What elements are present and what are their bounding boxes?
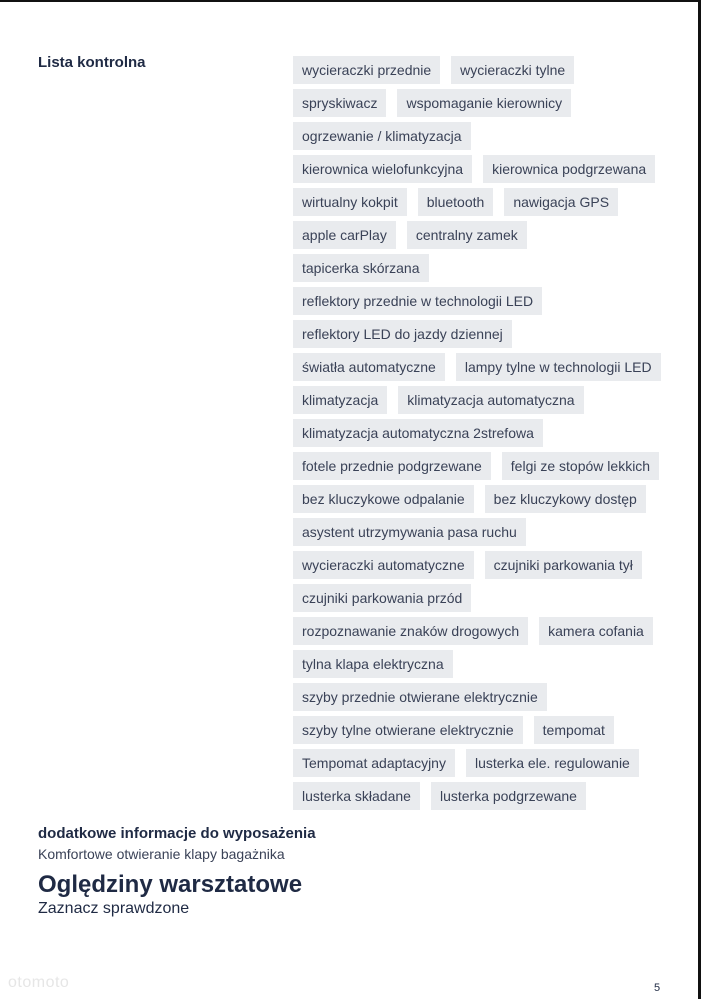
chip-row xyxy=(293,56,653,84)
checklist-chip: czujniki parkowania tył xyxy=(485,551,642,579)
checklist-chip: kierownica wielofunkcyjna xyxy=(293,155,472,183)
checklist-chip: szyby przednie otwierane elektrycznie xyxy=(293,683,547,711)
chip-row xyxy=(293,89,653,117)
inspection-subtitle: Zaznacz sprawdzone xyxy=(38,900,190,917)
chip-row xyxy=(293,188,653,216)
checklist-chip: wspomaganie kierownicy xyxy=(397,89,571,117)
checklist-chip: Tempomat adaptacyjny xyxy=(293,749,455,777)
chip-row xyxy=(293,584,653,612)
checklist-chip: tylna klapa elektryczna xyxy=(293,650,453,678)
additional-info xyxy=(38,825,316,862)
checklist-chip: lusterka podgrzewane xyxy=(431,782,586,810)
checklist-chip: lusterka ele. regulowanie xyxy=(466,749,639,777)
checklist-chip: klimatyzacja automatyczna 2strefowa xyxy=(293,419,543,447)
checklist-chip: wycieraczki automatyczne xyxy=(293,551,474,579)
chip-row xyxy=(293,782,653,810)
checklist-chip: nawigacja GPS xyxy=(504,188,618,216)
chip-row xyxy=(293,485,653,513)
checklist-chip: wirtualny kokpit xyxy=(293,188,407,216)
checklist-chip: lusterka składane xyxy=(293,782,420,810)
checklist-label: Lista kontrolna xyxy=(38,54,146,71)
checklist-chip: spryskiwacz xyxy=(293,89,386,117)
chip-row xyxy=(293,320,653,348)
additional-info-value: Komfortowe otwieranie klapy bagażnika xyxy=(38,846,285,862)
chip-row xyxy=(293,749,653,777)
checklist-chip: wycieraczki tylne xyxy=(451,56,574,84)
inspection-title: Oględziny warsztatowe xyxy=(38,871,303,898)
additional-info-title: dodatkowe informacje do wyposażenia xyxy=(38,825,316,842)
checklist-chip: reflektory LED do jazdy dziennej xyxy=(293,320,512,348)
checklist-chip: czujniki parkowania przód xyxy=(293,584,471,612)
chip-row xyxy=(293,551,653,579)
chip-row xyxy=(293,122,653,150)
checklist-chip: centralny zamek xyxy=(407,221,527,249)
chip-row xyxy=(293,716,653,744)
checklist-chip: bez kluczykowe odpalanie xyxy=(293,485,474,513)
checklist-chip: klimatyzacja xyxy=(293,386,387,414)
chip-row xyxy=(293,419,653,447)
checklist-chip: fotele przednie podgrzewane xyxy=(293,452,491,480)
chip-row xyxy=(293,617,653,645)
checklist-chip: asystent utrzymywania pasa ruchu xyxy=(293,518,526,546)
page-number: 5 xyxy=(654,982,661,994)
checklist-chip: apple carPlay xyxy=(293,221,396,249)
checklist-chip: światła automatyczne xyxy=(293,353,445,381)
checklist-chip: bluetooth xyxy=(418,188,494,216)
inspection-section xyxy=(38,871,302,918)
checklist-chip: klimatyzacja automatyczna xyxy=(398,386,583,414)
checklist-chip: wycieraczki przednie xyxy=(293,56,440,84)
checklist-chip: felgi ze stopów lekkich xyxy=(502,452,659,480)
chip-row xyxy=(293,683,653,711)
checklist-chip: lampy tylne w technologii LED xyxy=(456,353,661,381)
checklist-chip: kamera cofania xyxy=(539,617,653,645)
watermark-logo: otomoto xyxy=(8,974,70,991)
checklist-chip: kierownica podgrzewana xyxy=(483,155,655,183)
chip-row xyxy=(293,353,653,381)
chip-row xyxy=(293,254,653,282)
checklist-chip: tapicerka skórzana xyxy=(293,254,429,282)
chip-row xyxy=(293,518,653,546)
chip-row xyxy=(293,452,653,480)
checklist-chip: reflektory przednie w technologii LED xyxy=(293,287,542,315)
checklist-chip: ogrzewanie / klimatyzacja xyxy=(293,122,471,150)
checklist-chip: szyby tylne otwierane elektrycznie xyxy=(293,716,523,744)
chip-row xyxy=(293,221,653,249)
checklist-chip: bez kluczykowy dostęp xyxy=(485,485,646,513)
chip-row xyxy=(293,287,653,315)
chip-row xyxy=(293,155,653,183)
chip-row xyxy=(293,386,653,414)
chip-row xyxy=(293,650,653,678)
checklist-chip: tempomat xyxy=(534,716,614,744)
checklist-chips xyxy=(293,56,653,810)
checklist-chip: rozpoznawanie znaków drogowych xyxy=(293,617,528,645)
